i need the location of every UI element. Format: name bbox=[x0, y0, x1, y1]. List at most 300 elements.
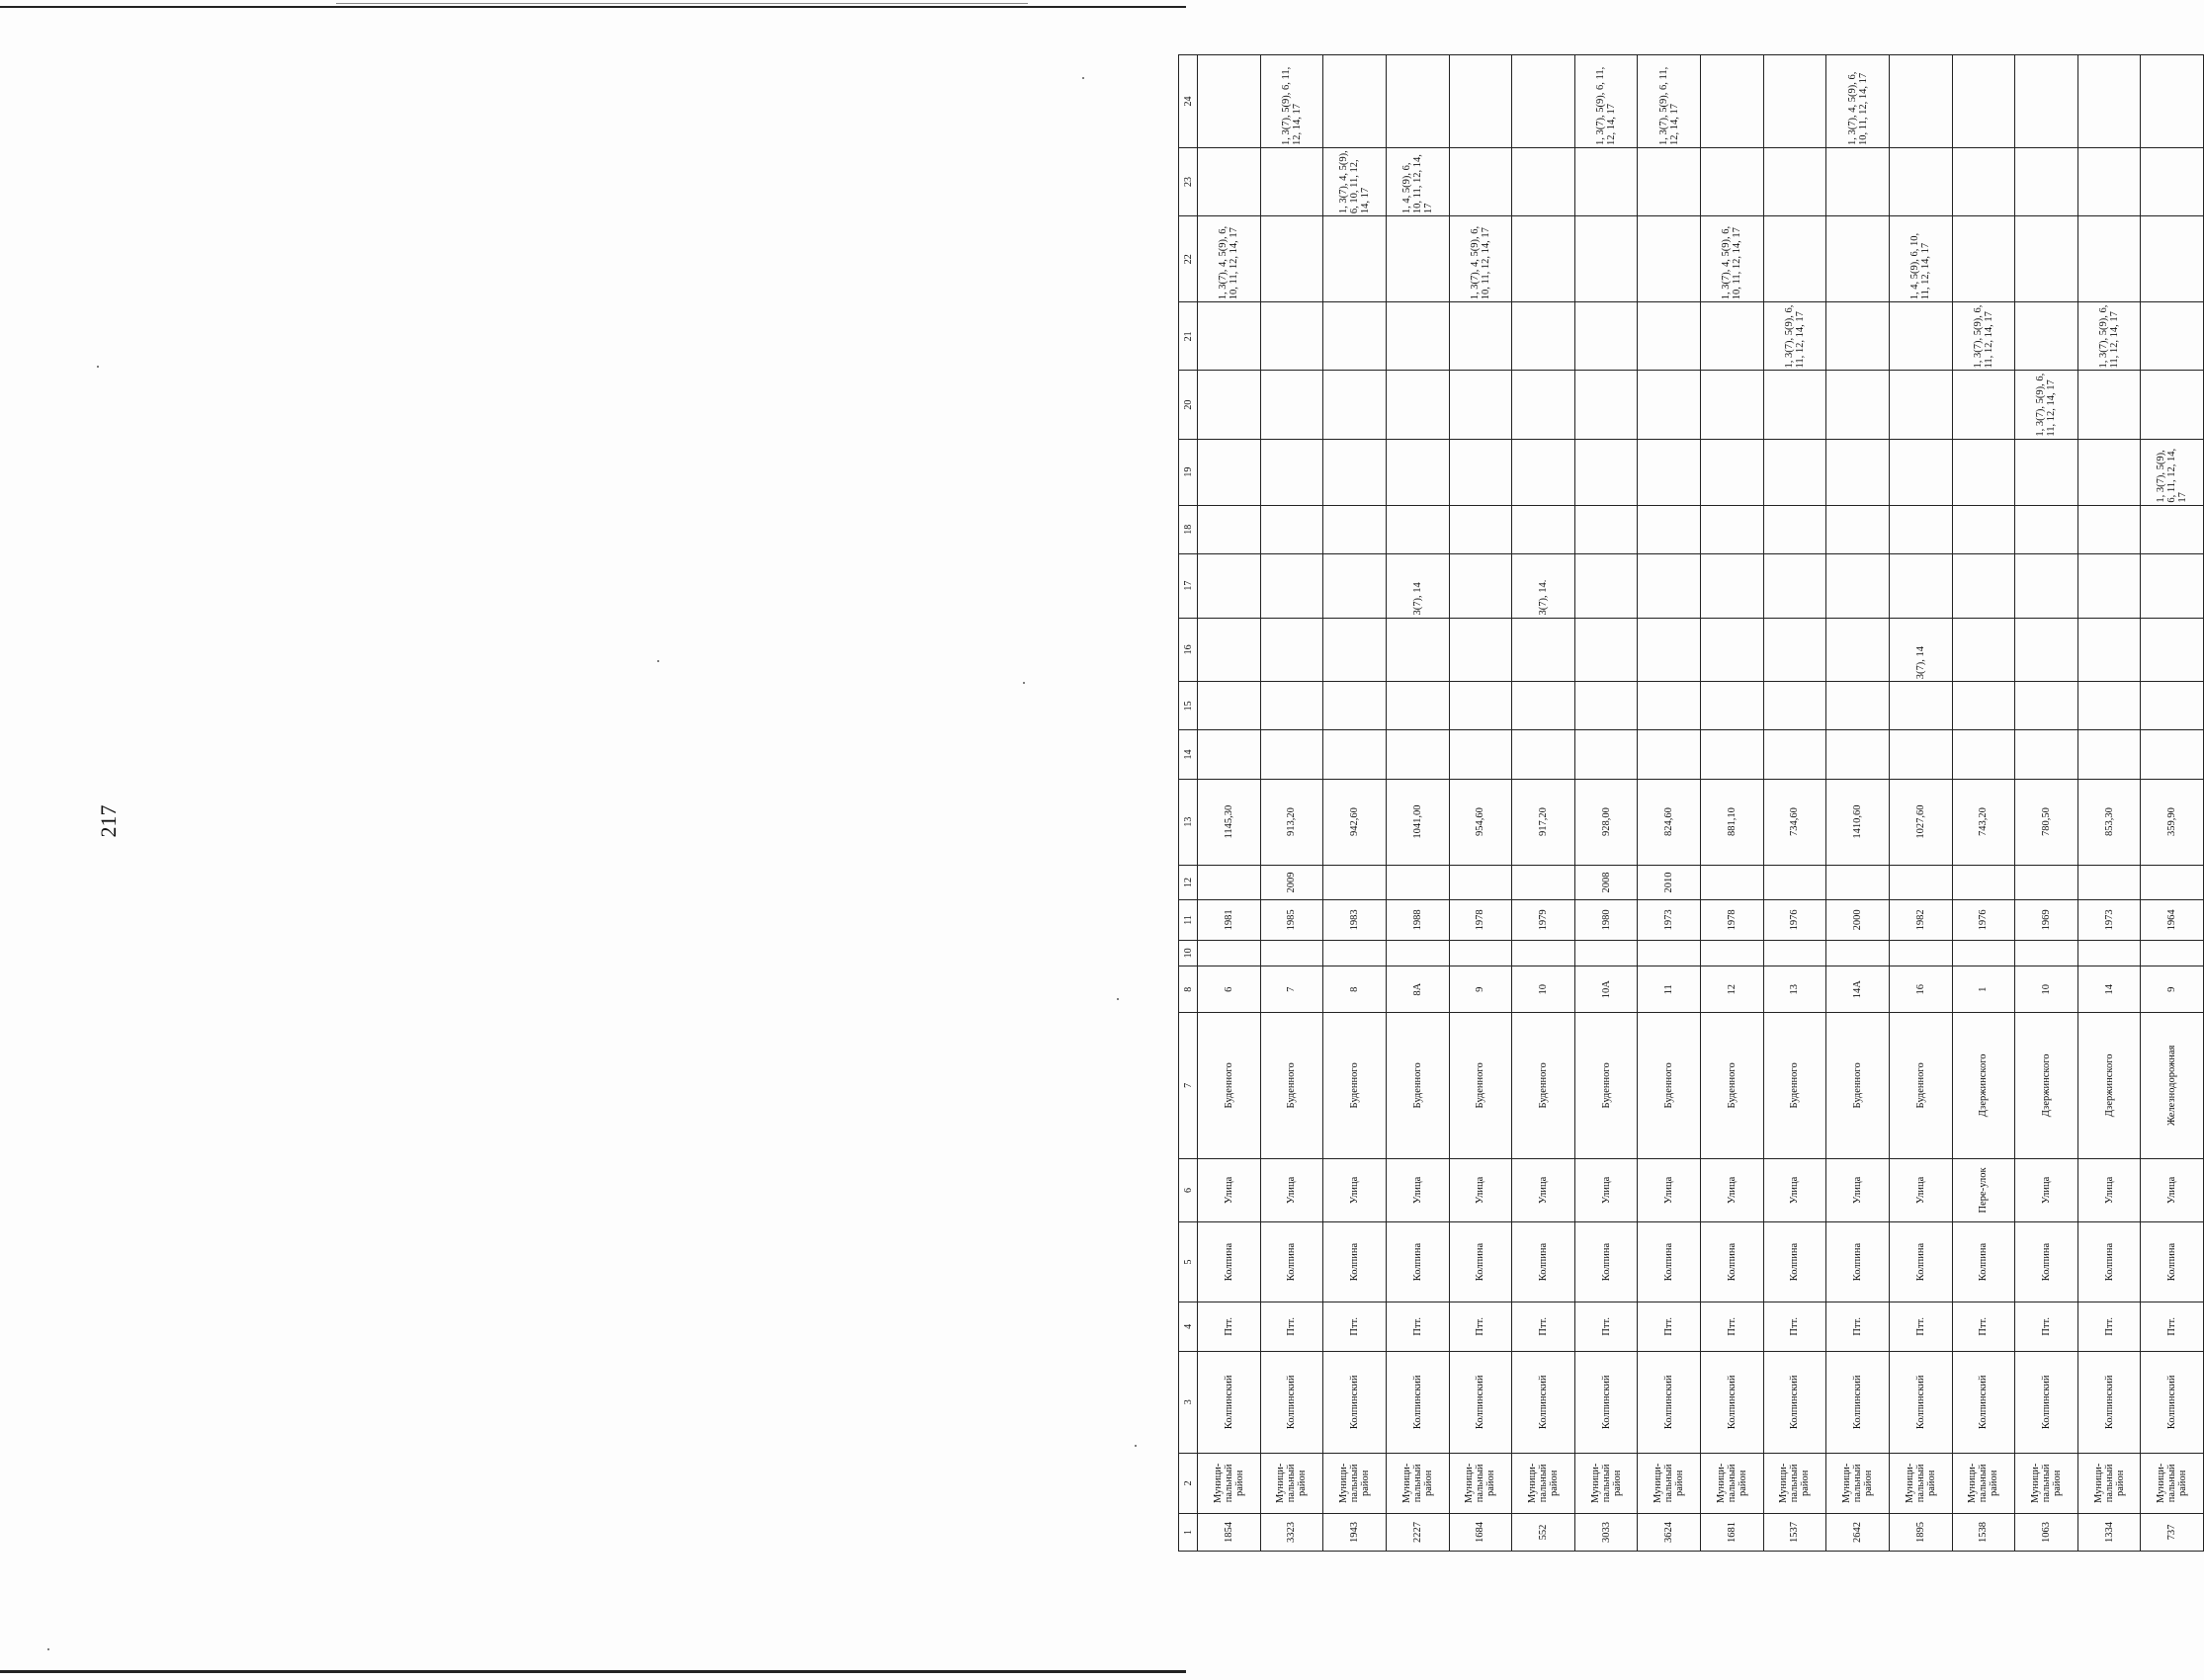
table-cell-c19 bbox=[1889, 439, 1952, 505]
column-header: 12 bbox=[1179, 865, 1198, 900]
table-cell-c13: 913,20 bbox=[1260, 779, 1323, 865]
table-cell-c16 bbox=[1574, 618, 1638, 682]
table-cell-c15 bbox=[1260, 682, 1323, 730]
table-row bbox=[1638, 55, 1701, 1552]
table-cell-c2: Муници-пальный район bbox=[1638, 1453, 1701, 1513]
table-cell-c18 bbox=[1323, 505, 1387, 553]
table-cell-c24: 1, 3(7), 5(9), 6, 11, 12, 14, 17 bbox=[1574, 55, 1638, 148]
table-cell-c16 bbox=[1323, 618, 1387, 682]
table-cell-c20 bbox=[1386, 371, 1449, 439]
table-cell-c14 bbox=[1574, 730, 1638, 779]
table-cell-c13: 1145,30 bbox=[1198, 779, 1261, 865]
table-cell-c13: 359,90 bbox=[2141, 779, 2204, 865]
table-cell-c1: 2227 bbox=[1386, 1514, 1449, 1552]
table-row bbox=[1449, 55, 1512, 1552]
table-cell-c17 bbox=[1638, 553, 1701, 618]
table-cell-c4: Птт. bbox=[2141, 1302, 2204, 1351]
table-cell-c11: 1985 bbox=[1260, 900, 1323, 940]
table-cell-c8: 8 bbox=[1323, 966, 1387, 1013]
table-cell-c1: 3323 bbox=[1260, 1514, 1323, 1552]
table-cell-c20 bbox=[1826, 371, 1890, 439]
column-header: 10 bbox=[1179, 940, 1198, 966]
column-header: 21 bbox=[1179, 302, 1198, 371]
table-cell-c21 bbox=[1889, 302, 1952, 371]
table-cell-c7: Буденного bbox=[1512, 1013, 1575, 1158]
table-cell-c6: Улица bbox=[1449, 1158, 1512, 1222]
table-cell-c14 bbox=[1889, 730, 1952, 779]
table-cell-c8: 13 bbox=[1763, 966, 1826, 1013]
table-row bbox=[1952, 55, 2015, 1552]
table-cell-c12 bbox=[1889, 865, 1952, 900]
table-cell-c5: Колпина bbox=[1826, 1222, 1890, 1302]
table-cell-c10 bbox=[1826, 940, 1890, 966]
table-cell-c6: Улица bbox=[2141, 1158, 2204, 1222]
table-cell-c18 bbox=[1574, 505, 1638, 553]
table-cell-c17 bbox=[1952, 553, 2015, 618]
column-header: 23 bbox=[1179, 147, 1198, 215]
table-cell-c7: Дзержинского bbox=[2015, 1013, 2078, 1158]
rotated-table-frame bbox=[1178, 0, 2204, 1544]
table-cell-c22: 1, 4, 5(9), 6, 10, 11, 12, 14, 17 bbox=[1889, 216, 1952, 302]
table-cell-c11: 1982 bbox=[1889, 900, 1952, 940]
table-cell-c22 bbox=[1512, 216, 1575, 302]
table-cell-c6: Улица bbox=[1701, 1158, 1764, 1222]
table-cell-c13: 824,60 bbox=[1638, 779, 1701, 865]
table-cell-c12 bbox=[1512, 865, 1575, 900]
table-cell-c15 bbox=[1198, 682, 1261, 730]
table-cell-c23 bbox=[2077, 147, 2141, 215]
table-cell-c7: Буденного bbox=[1323, 1013, 1387, 1158]
table-cell-c23: 1, 3(7), 4, 5(9), 6, 10, 11, 12, 14, 17 bbox=[1323, 147, 1387, 215]
table-cell-c23 bbox=[1449, 147, 1512, 215]
table-cell-c18 bbox=[1952, 505, 2015, 553]
table-row bbox=[2077, 55, 2141, 1552]
table-cell-c20 bbox=[1260, 371, 1323, 439]
table-cell-c11: 1964 bbox=[2141, 900, 2204, 940]
column-header: 15 bbox=[1179, 682, 1198, 730]
table-cell-c13: 942,60 bbox=[1323, 779, 1387, 865]
table-cell-c14 bbox=[1323, 730, 1387, 779]
table-cell-c20 bbox=[1763, 371, 1826, 439]
table-cell-c22: 1, 3(7), 4, 5(9), 6, 10, 11, 12, 14, 17 bbox=[1449, 216, 1512, 302]
table-cell-c10 bbox=[1260, 940, 1323, 966]
table-cell-c22 bbox=[1952, 216, 2015, 302]
table-cell-c6: Улица bbox=[1386, 1158, 1449, 1222]
table-cell-c20 bbox=[1952, 371, 2015, 439]
table-cell-c21 bbox=[2015, 302, 2078, 371]
table-cell-c14 bbox=[1260, 730, 1323, 779]
table-cell-c16 bbox=[1826, 618, 1890, 682]
table-cell-c11: 1988 bbox=[1386, 900, 1449, 940]
table-cell-c16 bbox=[2141, 618, 2204, 682]
table-body bbox=[1179, 55, 2204, 1552]
table-cell-c4: Птт. bbox=[1574, 1302, 1638, 1351]
table-cell-c4: Птт. bbox=[1260, 1302, 1323, 1351]
table-row bbox=[2141, 55, 2204, 1552]
table-cell-c7: Буденного bbox=[1889, 1013, 1952, 1158]
table-cell-c15 bbox=[1323, 682, 1387, 730]
table-cell-c2: Муници-пальный район bbox=[2141, 1453, 2204, 1513]
table-cell-c15 bbox=[2141, 682, 2204, 730]
table-cell-c2: Муници-пальный район bbox=[1512, 1453, 1575, 1513]
table-cell-c10 bbox=[1701, 940, 1764, 966]
bottom-rule bbox=[0, 1670, 1186, 1673]
table-cell-c11: 1980 bbox=[1574, 900, 1638, 940]
table-cell-c14 bbox=[1763, 730, 1826, 779]
column-header: 8 bbox=[1179, 966, 1198, 1013]
table-cell-c22: 1, 3(7), 4, 5(9), 6, 10, 11, 12, 14, 17 bbox=[1198, 216, 1261, 302]
table-cell-c5: Колпина bbox=[1701, 1222, 1764, 1302]
table-cell-c22 bbox=[1763, 216, 1826, 302]
table-cell-c3: Колпинский bbox=[1889, 1351, 1952, 1453]
table-cell-c4: Птт. bbox=[1198, 1302, 1261, 1351]
table-cell-c14 bbox=[1386, 730, 1449, 779]
table-cell-c4: Птт. bbox=[2015, 1302, 2078, 1351]
table-cell-c3: Колпинский bbox=[1574, 1351, 1638, 1453]
table-cell-c8: 12 bbox=[1701, 966, 1764, 1013]
table-cell-c6: Улица bbox=[2015, 1158, 2078, 1222]
table-cell-c12 bbox=[1763, 865, 1826, 900]
table-cell-c22 bbox=[1386, 216, 1449, 302]
table-cell-c24 bbox=[2141, 55, 2204, 148]
table-cell-c12: 2010 bbox=[1638, 865, 1701, 900]
table-cell-c11: 1979 bbox=[1512, 900, 1575, 940]
table-cell-c15 bbox=[1889, 682, 1952, 730]
table-cell-c8: 16 bbox=[1889, 966, 1952, 1013]
table-cell-c6: Улица bbox=[2077, 1158, 2141, 1222]
table-cell-c7: Буденного bbox=[1198, 1013, 1261, 1158]
table-cell-c10 bbox=[1952, 940, 2015, 966]
table-cell-c21 bbox=[1512, 302, 1575, 371]
table-cell-c13: 928,00 bbox=[1574, 779, 1638, 865]
table-cell-c21 bbox=[1386, 302, 1449, 371]
table-cell-c11: 1969 bbox=[2015, 900, 2078, 940]
table-cell-c14 bbox=[2141, 730, 2204, 779]
table-cell-c22 bbox=[2015, 216, 2078, 302]
table-cell-c22: 1, 3(7), 4, 5(9), 6, 10, 11, 12, 14, 17 bbox=[1701, 216, 1764, 302]
table-cell-c24: 1, 3(7), 4, 5(9), 6, 10, 11, 12, 14, 17 bbox=[1826, 55, 1890, 148]
table-cell-c2: Муници-пальный район bbox=[1763, 1453, 1826, 1513]
table-cell-c16 bbox=[1198, 618, 1261, 682]
speck bbox=[47, 1648, 49, 1650]
column-header: 16 bbox=[1179, 618, 1198, 682]
table-cell-c17: 3(7), 14 bbox=[1386, 553, 1449, 618]
table-cell-c4: Птт. bbox=[1763, 1302, 1826, 1351]
table-cell-c7: Буденного bbox=[1701, 1013, 1764, 1158]
table-cell-c19 bbox=[1449, 439, 1512, 505]
table-cell-c20 bbox=[2141, 371, 2204, 439]
table-cell-c24 bbox=[1763, 55, 1826, 148]
table-row bbox=[1198, 55, 1261, 1552]
table-cell-c21 bbox=[1198, 302, 1261, 371]
table-cell-c17 bbox=[2077, 553, 2141, 618]
table-cell-c19 bbox=[1260, 439, 1323, 505]
table-cell-c11: 2000 bbox=[1826, 900, 1890, 940]
top-rule bbox=[0, 6, 1186, 8]
table-cell-c3: Колпинский bbox=[1386, 1351, 1449, 1453]
table-cell-c19 bbox=[2015, 439, 2078, 505]
table-cell-c16 bbox=[1763, 618, 1826, 682]
table-cell-c1: 3624 bbox=[1638, 1514, 1701, 1552]
table-cell-c10 bbox=[2141, 940, 2204, 966]
table-cell-c15 bbox=[1449, 682, 1512, 730]
table-cell-c18 bbox=[1198, 505, 1261, 553]
table-cell-c6: Улица bbox=[1260, 1158, 1323, 1222]
table-cell-c18 bbox=[1386, 505, 1449, 553]
table-cell-c1: 1943 bbox=[1323, 1514, 1387, 1552]
table-cell-c17 bbox=[1574, 553, 1638, 618]
table-cell-c22 bbox=[1826, 216, 1890, 302]
table-cell-c4: Птт. bbox=[1449, 1302, 1512, 1351]
column-header: 13 bbox=[1179, 779, 1198, 865]
table-cell-c2: Муници-пальный район bbox=[1701, 1453, 1764, 1513]
table-cell-c4: Птт. bbox=[1889, 1302, 1952, 1351]
speck bbox=[1117, 998, 1119, 1000]
table-cell-c12 bbox=[1449, 865, 1512, 900]
table-cell-c14 bbox=[1449, 730, 1512, 779]
table-cell-c13: 853,30 bbox=[2077, 779, 2141, 865]
table-cell-c11: 1981 bbox=[1198, 900, 1261, 940]
table-cell-c19 bbox=[1198, 439, 1261, 505]
table-cell-c10 bbox=[1638, 940, 1701, 966]
table-cell-c2: Муници-пальный район bbox=[1260, 1453, 1323, 1513]
table-cell-c12 bbox=[1826, 865, 1890, 900]
table-cell-c10 bbox=[1512, 940, 1575, 966]
table-cell-c6: Улица bbox=[1763, 1158, 1826, 1222]
table-cell-c24 bbox=[1512, 55, 1575, 148]
table-cell-c23: 1, 4, 5(9), 6, 10, 11, 12, 14, 17 bbox=[1386, 147, 1449, 215]
table-cell-c8: 1 bbox=[1952, 966, 2015, 1013]
table-cell-c13: 1410,60 bbox=[1826, 779, 1890, 865]
table-cell-c21 bbox=[2141, 302, 2204, 371]
table-cell-c7: Буденного bbox=[1826, 1013, 1890, 1158]
table-cell-c24 bbox=[1889, 55, 1952, 148]
table-cell-c3: Колпинский bbox=[1323, 1351, 1387, 1453]
table-cell-c1: 1063 bbox=[2015, 1514, 2078, 1552]
table-cell-c23 bbox=[1512, 147, 1575, 215]
table-cell-c23 bbox=[1574, 147, 1638, 215]
table-cell-c20 bbox=[1574, 371, 1638, 439]
column-header: 18 bbox=[1179, 505, 1198, 553]
table-cell-c6: Улица bbox=[1826, 1158, 1890, 1222]
table-cell-c2: Муници-пальный район bbox=[2015, 1453, 2078, 1513]
table-cell-c10 bbox=[1574, 940, 1638, 966]
table-row bbox=[1323, 55, 1387, 1552]
column-header: 1 bbox=[1179, 1514, 1198, 1552]
table-cell-c19 bbox=[2077, 439, 2141, 505]
table-cell-c18 bbox=[1449, 505, 1512, 553]
table-cell-c15 bbox=[1826, 682, 1890, 730]
table-cell-c6: Улица bbox=[1889, 1158, 1952, 1222]
column-header: 19 bbox=[1179, 439, 1198, 505]
table-cell-c24 bbox=[1198, 55, 1261, 148]
table-cell-c7: Буденного bbox=[1386, 1013, 1449, 1158]
table-cell-c24 bbox=[1386, 55, 1449, 148]
table-cell-c2: Муници-пальный район bbox=[1323, 1453, 1387, 1513]
table-cell-c10 bbox=[2015, 940, 2078, 966]
table-cell-c6: Улица bbox=[1512, 1158, 1575, 1222]
table-cell-c11: 1978 bbox=[1701, 900, 1764, 940]
table-cell-c24 bbox=[1952, 55, 2015, 148]
table-cell-c15 bbox=[1386, 682, 1449, 730]
table-cell-c5: Колпина bbox=[1952, 1222, 2015, 1302]
speck bbox=[97, 366, 99, 368]
table-cell-c5: Колпина bbox=[1386, 1222, 1449, 1302]
table-cell-c20: 1, 3(7), 5(9), 6, 11, 12, 14, 17 bbox=[2015, 371, 2078, 439]
table-cell-c11: 1973 bbox=[1638, 900, 1701, 940]
table-cell-c19 bbox=[1638, 439, 1701, 505]
table-cell-c8: 9 bbox=[1449, 966, 1512, 1013]
table-cell-c8: 11 bbox=[1638, 966, 1701, 1013]
table-cell-c1: 737 bbox=[2141, 1514, 2204, 1552]
page-number: 217 bbox=[96, 804, 121, 838]
table-cell-c21 bbox=[1701, 302, 1764, 371]
table-cell-c21: 1, 3(7), 5(9), 6, 11, 12, 14, 17 bbox=[2077, 302, 2141, 371]
table-cell-c15 bbox=[1574, 682, 1638, 730]
table-cell-c20 bbox=[2077, 371, 2141, 439]
table-cell-c16 bbox=[1260, 618, 1323, 682]
table-row bbox=[2015, 55, 2078, 1552]
table-cell-c15 bbox=[2077, 682, 2141, 730]
table-cell-c18 bbox=[2077, 505, 2141, 553]
table-cell-c22 bbox=[1260, 216, 1323, 302]
table-cell-c6: Улица bbox=[1638, 1158, 1701, 1222]
table-cell-c23 bbox=[1763, 147, 1826, 215]
table-cell-c23 bbox=[1952, 147, 2015, 215]
table-cell-c15 bbox=[1763, 682, 1826, 730]
table-cell-c16 bbox=[1638, 618, 1701, 682]
table-cell-c7: Дзержинского bbox=[1952, 1013, 2015, 1158]
table-cell-c8: 9 bbox=[2141, 966, 2204, 1013]
table-cell-c14 bbox=[1952, 730, 2015, 779]
table-cell-c23 bbox=[1701, 147, 1764, 215]
table-cell-c23 bbox=[1638, 147, 1701, 215]
table-cell-c11: 1976 bbox=[1763, 900, 1826, 940]
table-cell-c24: 1, 3(7), 5(9), 6, 11, 12, 14, 17 bbox=[1260, 55, 1323, 148]
table-cell-c1: 1854 bbox=[1198, 1514, 1261, 1552]
table-cell-c11: 1983 bbox=[1323, 900, 1387, 940]
top-rule-thin bbox=[336, 3, 1028, 4]
table-cell-c8: 6 bbox=[1198, 966, 1261, 1013]
table-cell-c7: Буденного bbox=[1638, 1013, 1701, 1158]
table-cell-c1: 1334 bbox=[2077, 1514, 2141, 1552]
table-cell-c2: Муници-пальный район bbox=[1952, 1453, 2015, 1513]
table-cell-c3: Колпинский bbox=[2015, 1351, 2078, 1453]
table-cell-c17 bbox=[1701, 553, 1764, 618]
table-cell-c17 bbox=[1323, 553, 1387, 618]
table-cell-c17: 3(7), 14. bbox=[1512, 553, 1575, 618]
table-cell-c17 bbox=[1260, 553, 1323, 618]
table-cell-c5: Колпина bbox=[2077, 1222, 2141, 1302]
table-cell-c3: Колпинский bbox=[1260, 1351, 1323, 1453]
column-header: 6 bbox=[1179, 1158, 1198, 1222]
table-cell-c12: 2009 bbox=[1260, 865, 1323, 900]
table-row bbox=[1889, 55, 1952, 1552]
table-cell-c13: 881,10 bbox=[1701, 779, 1764, 865]
table-cell-c24 bbox=[1701, 55, 1764, 148]
table-row bbox=[1574, 55, 1638, 1552]
table-cell-c1: 552 bbox=[1512, 1514, 1575, 1552]
table-cell-c19 bbox=[1701, 439, 1764, 505]
table-cell-c14 bbox=[1638, 730, 1701, 779]
table-cell-c1: 1538 bbox=[1952, 1514, 2015, 1552]
table-cell-c23 bbox=[1198, 147, 1261, 215]
table-cell-c8: 7 bbox=[1260, 966, 1323, 1013]
table-cell-c3: Колпинский bbox=[1198, 1351, 1261, 1453]
table-cell-c15 bbox=[1512, 682, 1575, 730]
table-cell-c21 bbox=[1826, 302, 1890, 371]
table-cell-c24: 1, 3(7), 5(9), 6, 11, 12, 14, 17 bbox=[1638, 55, 1701, 148]
table-cell-c4: Птт. bbox=[2077, 1302, 2141, 1351]
table-cell-c4: Птт. bbox=[1701, 1302, 1764, 1351]
table-cell-c4: Птт. bbox=[1952, 1302, 2015, 1351]
column-header: 20 bbox=[1179, 371, 1198, 439]
table-cell-c8: 10А bbox=[1574, 966, 1638, 1013]
table-cell-c5: Колпина bbox=[1574, 1222, 1638, 1302]
table-cell-c18 bbox=[1701, 505, 1764, 553]
table-cell-c4: Птт. bbox=[1323, 1302, 1387, 1351]
table-cell-c11: 1973 bbox=[2077, 900, 2141, 940]
table-cell-c13: 1027,60 bbox=[1889, 779, 1952, 865]
table-cell-c11: 1978 bbox=[1449, 900, 1512, 940]
table-cell-c18 bbox=[1826, 505, 1890, 553]
table-cell-c3: Колпинский bbox=[2077, 1351, 2141, 1453]
table-cell-c5: Колпина bbox=[1198, 1222, 1261, 1302]
table-cell-c21: 1, 3(7), 5(9), 6, 11, 12, 14, 17 bbox=[1763, 302, 1826, 371]
table-cell-c3: Колпинский bbox=[1638, 1351, 1701, 1453]
table-row bbox=[1386, 55, 1449, 1552]
table-cell-c19 bbox=[1386, 439, 1449, 505]
table-cell-c24 bbox=[2015, 55, 2078, 148]
table-cell-c22 bbox=[1638, 216, 1701, 302]
table-cell-c1: 1681 bbox=[1701, 1514, 1764, 1552]
column-header: 17 bbox=[1179, 553, 1198, 618]
table-cell-c4: Птт. bbox=[1386, 1302, 1449, 1351]
table-cell-c20 bbox=[1198, 371, 1261, 439]
table-cell-c1: 1537 bbox=[1763, 1514, 1826, 1552]
speck bbox=[657, 660, 659, 662]
table-cell-c20 bbox=[1512, 371, 1575, 439]
table-cell-c24 bbox=[2077, 55, 2141, 148]
table-cell-c5: Колпина bbox=[1638, 1222, 1701, 1302]
table-cell-c17 bbox=[1889, 553, 1952, 618]
table-cell-c5: Колпина bbox=[1512, 1222, 1575, 1302]
table-cell-c21 bbox=[1260, 302, 1323, 371]
table-cell-c14 bbox=[1826, 730, 1890, 779]
table-cell-c14 bbox=[2015, 730, 2078, 779]
table-cell-c4: Птт. bbox=[1512, 1302, 1575, 1351]
table-cell-c2: Муници-пальный район bbox=[1449, 1453, 1512, 1513]
table-cell-c18 bbox=[1512, 505, 1575, 553]
table-cell-c6: Улица bbox=[1323, 1158, 1387, 1222]
table-cell-c23 bbox=[2141, 147, 2204, 215]
table-cell-c18 bbox=[2015, 505, 2078, 553]
table-cell-c13: 954,60 bbox=[1449, 779, 1512, 865]
table-cell-c1: 1684 bbox=[1449, 1514, 1512, 1552]
table-cell-c21 bbox=[1638, 302, 1701, 371]
table-cell-c18 bbox=[1260, 505, 1323, 553]
table-cell-c12 bbox=[1386, 865, 1449, 900]
table-cell-c2: Муници-пальный район bbox=[2077, 1453, 2141, 1513]
table-cell-c5: Колпина bbox=[1260, 1222, 1323, 1302]
table-cell-c8: 14А bbox=[1826, 966, 1890, 1013]
table-cell-c10 bbox=[1763, 940, 1826, 966]
table-cell-c14 bbox=[1512, 730, 1575, 779]
table-cell-c6: Улица bbox=[1574, 1158, 1638, 1222]
table-cell-c13: 780,50 bbox=[2015, 779, 2078, 865]
table-cell-c16 bbox=[2015, 618, 2078, 682]
table-cell-c19 bbox=[1323, 439, 1387, 505]
